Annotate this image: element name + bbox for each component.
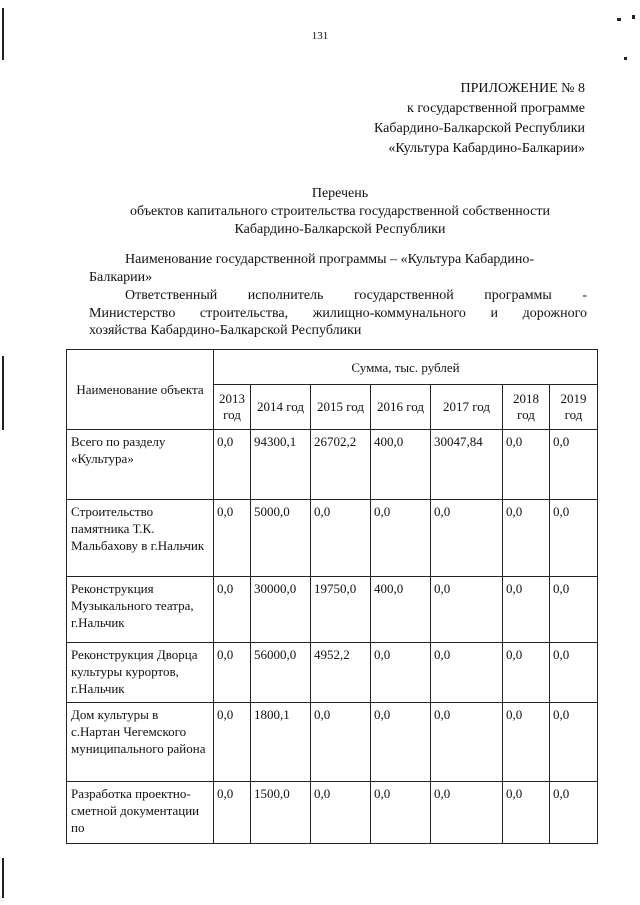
appendix-program-ref: к государственной программе: [407, 101, 585, 116]
amount-cell: 30047,84: [431, 430, 503, 500]
table-row: [67, 782, 598, 844]
amount-cell: 0,0: [431, 500, 503, 577]
object-name-cell: Реконструкция Музыкального театра, г.Нальчик: [67, 577, 214, 643]
amount-cell: 0,0: [371, 703, 431, 782]
executor-line: хозяйства Кабардино-Балкарской Республики: [89, 323, 362, 338]
executor-line: Министерство строительства, жилищно-коммунального и дорожного: [89, 305, 587, 321]
table-row: [67, 703, 598, 782]
amount-cell: 19750,0: [311, 577, 371, 643]
object-name-cell: Всего по разделу «Культура»: [67, 430, 214, 500]
table-row: [67, 430, 598, 500]
program-name-paragraph: [89, 251, 587, 286]
table-row: [67, 500, 598, 577]
amount-cell: 0,0: [550, 577, 598, 643]
table-header-year: 2013 год: [214, 385, 251, 430]
amount-cell: 94300,1: [251, 430, 311, 500]
program-name-line: Наименование государственной программы – «Культура Кабардино-: [125, 252, 535, 267]
title-line: объектов капитального строительства государственной собственности: [130, 204, 550, 219]
table-header-year: 2018 год: [503, 385, 550, 430]
table-header-sum: Сумма, тыс. рублей: [214, 350, 598, 385]
amount-cell: 0,0: [503, 703, 550, 782]
object-name-cell: Реконструкция Дворца культуры курортов, г.Нальчик: [67, 643, 214, 703]
amount-cell: 5000,0: [251, 500, 311, 577]
amount-cell: 0,0: [503, 643, 550, 703]
scan-edge-mark: [2, 858, 4, 898]
amount-cell: 0,0: [371, 500, 431, 577]
program-name-line: Балкарии»: [89, 269, 153, 285]
amount-cell: 0,0: [550, 782, 598, 844]
appendix-number: ПРИЛОЖЕНИЕ № 8: [460, 81, 585, 96]
amount-cell: 0,0: [550, 643, 598, 703]
amount-cell: 0,0: [503, 430, 550, 500]
amount-cell: 0,0: [371, 782, 431, 844]
amount-cell: 0,0: [550, 703, 598, 782]
title-line: Кабардино-Балкарской Республики: [234, 222, 446, 237]
amount-cell: 1500,0: [251, 782, 311, 844]
table-header-year: 2014 год: [251, 385, 311, 430]
amount-cell: 400,0: [371, 577, 431, 643]
object-name-cell: Дом культуры в с.Нартан Чегемского муниципального района: [67, 703, 214, 782]
executor-paragraph: [89, 287, 587, 340]
scan-edge-mark: [2, 356, 4, 430]
amount-cell: 0,0: [311, 703, 371, 782]
amount-cell: 400,0: [371, 430, 431, 500]
amount-cell: 0,0: [214, 782, 251, 844]
amount-cell: 1800,1: [251, 703, 311, 782]
amount-cell: 0,0: [431, 643, 503, 703]
scan-dot-mark: [617, 18, 621, 21]
amount-cell: 0,0: [311, 500, 371, 577]
object-name-cell: Строительство памятника Т.К. Мальбахову в г.Нальчик: [67, 500, 214, 577]
scan-edge-mark: [2, 8, 4, 60]
amount-cell: 0,0: [503, 782, 550, 844]
table-header-year: 2017 год: [431, 385, 503, 430]
table-row: [67, 643, 598, 703]
amount-cell: 26702,2: [311, 430, 371, 500]
amount-cell: 4952,2: [311, 643, 371, 703]
table-header-year: 2019 год: [550, 385, 598, 430]
document-title: [80, 185, 600, 239]
table-header-year: 2016 год: [371, 385, 431, 430]
appendix-republic: Кабардино-Балкарской Республики: [374, 121, 585, 136]
amount-cell: 0,0: [550, 430, 598, 500]
objects-table: [66, 349, 598, 844]
amount-cell: 0,0: [214, 577, 251, 643]
table-row: [67, 577, 598, 643]
amount-cell: 0,0: [214, 500, 251, 577]
amount-cell: 0,0: [503, 500, 550, 577]
amount-cell: 0,0: [214, 703, 251, 782]
page-number: 131: [311, 30, 329, 42]
title-line: Перечень: [311, 186, 369, 201]
amount-cell: 0,0: [311, 782, 371, 844]
table-header-name: Наименование объекта: [67, 350, 214, 430]
amount-cell: 0,0: [550, 500, 598, 577]
scan-dot-mark: [632, 15, 635, 19]
amount-cell: 0,0: [214, 643, 251, 703]
appendix-header: [374, 79, 585, 159]
executor-line: Ответственный исполнитель государственной программы -: [125, 288, 587, 303]
amount-cell: 0,0: [431, 577, 503, 643]
amount-cell: 56000,0: [251, 643, 311, 703]
table-header-year: 2015 год: [311, 385, 371, 430]
scan-dot-mark: [624, 57, 627, 60]
amount-cell: 0,0: [214, 430, 251, 500]
amount-cell: 0,0: [431, 782, 503, 844]
object-name-cell: Разработка проектно-сметной документации по: [67, 782, 214, 844]
amount-cell: 30000,0: [251, 577, 311, 643]
amount-cell: 0,0: [431, 703, 503, 782]
amount-cell: 0,0: [503, 577, 550, 643]
appendix-program-name: «Культура Кабардино-Балкарии»: [388, 141, 585, 156]
amount-cell: 0,0: [371, 643, 431, 703]
